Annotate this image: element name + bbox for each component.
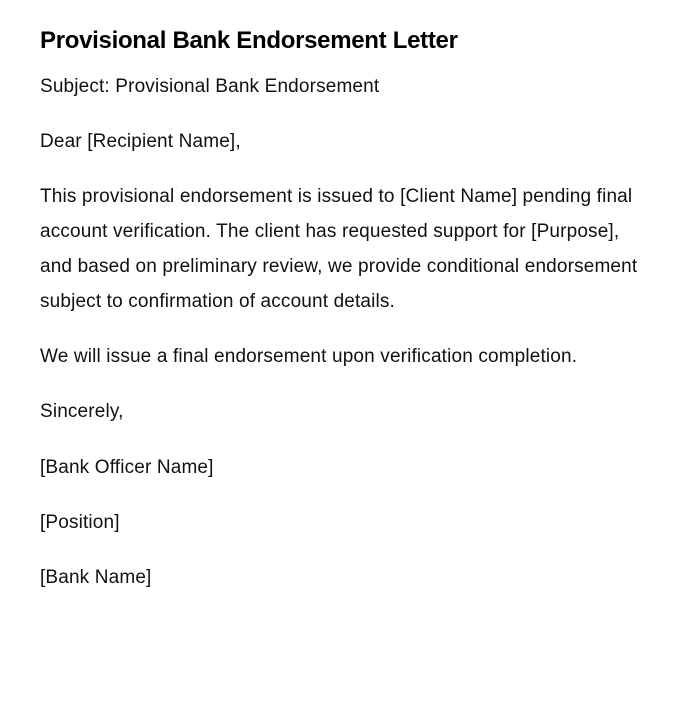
closing: Sincerely, (40, 401, 124, 422)
body-paragraph-2: We will issue a final endorsement upon verification completion. (40, 346, 578, 367)
signature-officer-name: [Bank Officer Name] (40, 457, 214, 478)
signature-bank-name: [Bank Name] (40, 567, 152, 588)
subject-line: Subject: Provisional Bank Endorsement (40, 76, 380, 97)
salutation: Dear [Recipient Name], (40, 131, 241, 152)
signature-position: [Position] (40, 512, 120, 533)
letter-document (40, 24, 640, 595)
body-paragraph-1: This provisional endorsement is issued to [Client Name] pending final account verification. The client has requested support for [Purpose], and based on preliminary review, we provide conditional endorsement subject to confirmation of account details. (40, 186, 638, 312)
document-title: Provisional Bank Endorsement Letter (40, 27, 458, 54)
